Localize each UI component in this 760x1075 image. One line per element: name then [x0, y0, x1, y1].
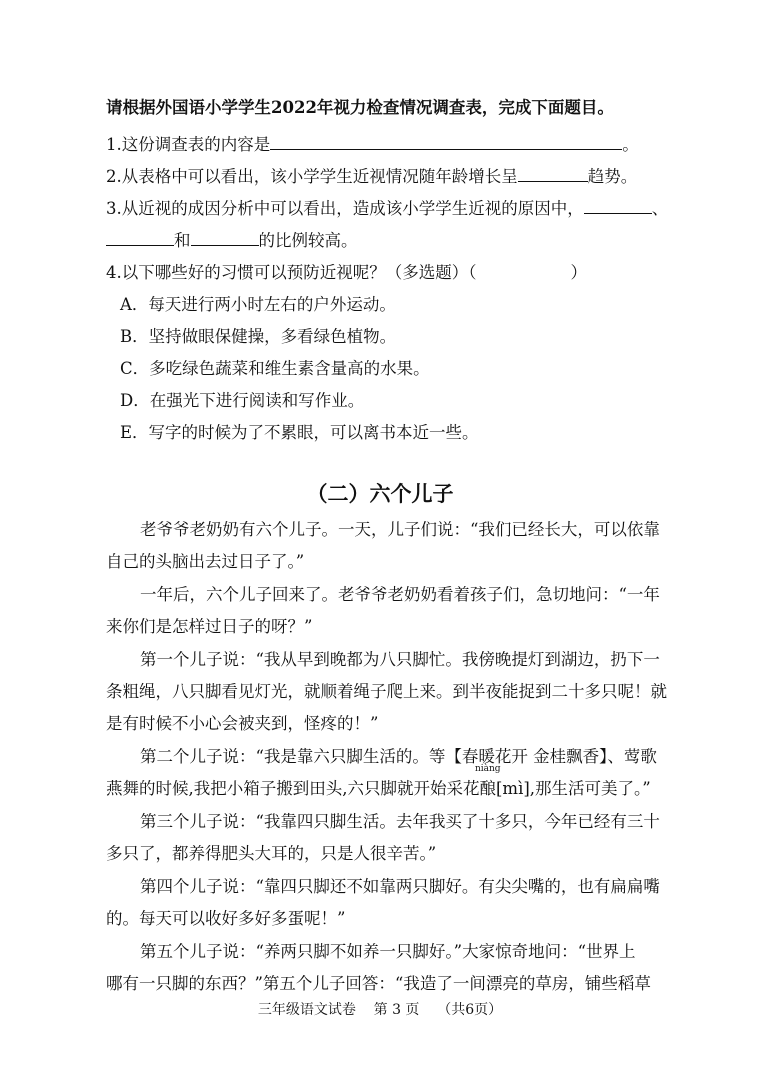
page-footer: 三年级语文试卷 第 3 页 （共6页）: [257, 1002, 503, 1018]
story-line: 来你们是怎样过日子的呀？”: [106, 617, 313, 636]
story-line: 多只了，都养得肥头大耳的，只是人很辛苦。”: [106, 844, 437, 863]
story-line-with-pinyin: 燕舞的时候,我把小箱子搬到田头,六只脚就开始采花 niàng 酿[mì],那生活可美了。”: [106, 777, 651, 801]
option-b[interactable]: B．坚持做眼保健操，多看绿色植物。: [120, 327, 397, 346]
answer-blank[interactable]: [106, 229, 174, 246]
story-line: 自己的头脑出去过日子了。”: [106, 552, 305, 571]
story-line: 第四个儿子说：“靠四只脚还不如靠两只脚好。有尖尖嘴的，也有扁扁嘴: [140, 877, 660, 896]
pinyin-annotated-char: niàng 酿: [474, 764, 501, 798]
answer-blank[interactable]: [191, 229, 259, 246]
question-1: 1.这份调查表的内容是 。: [106, 135, 639, 154]
option-e[interactable]: E．写字的时候为了不累眼，可以离书本近一些。: [120, 423, 479, 442]
story-line: 哪有一只脚的东西？”第五个儿子回答：“我造了一间漂亮的草房，铺些稻草: [106, 974, 651, 993]
section-heading: 请根据外国语小学学生2022年视力检查情况调查表，完成下面题目。: [106, 98, 614, 117]
story-line: 第二个儿子说：“我是靠六只脚生活的。等【春暖花开 金桂飘香】、莺歌: [140, 747, 657, 766]
answer-blank[interactable]: [584, 197, 652, 214]
story-line: 条粗绳，八只脚看见灯光，就顺着绳子爬上来。到半夜能捉到二十多只呢！就: [106, 682, 667, 701]
story-line: 第三个儿子说：“我靠四只脚生活。去年我买了十多只，今年已经有三十: [140, 812, 660, 831]
answer-blank[interactable]: [270, 133, 622, 150]
story-line: 老爷爷老奶奶有六个儿子。一天，儿子们说：“我们已经长大，可以依靠: [140, 520, 660, 539]
story-line: 一年后，六个儿子回来了。老爷爷老奶奶看着孩子们，急切地问：“一年: [140, 585, 660, 604]
option-c[interactable]: C．多吃绿色蔬菜和维生素含量高的水果。: [120, 359, 430, 378]
story-title: （二）六个儿子: [306, 481, 454, 506]
option-a[interactable]: A．每天进行两小时左右的户外运动。: [120, 295, 396, 314]
pinyin-annotation: niàng: [474, 764, 501, 774]
question-2: 2.从表格中可以看出，该小学学生近视情况随年龄增长呈 趋势。: [106, 167, 638, 186]
story-line: 第五个儿子说：“养两只脚不如养一只脚好。”大家惊奇地问：“世界上: [140, 942, 636, 961]
story-line: 的。每天可以收好多好多蛋呢！”: [106, 909, 346, 928]
story-line: 第一个儿子说：“我从早到晚都为八只脚忙。我傍晚提灯到湖边，扔下一: [140, 650, 660, 669]
question-3-cont: 和 的比例较高。: [106, 229, 358, 253]
option-d[interactable]: D．在强光下进行阅读和写作业。: [120, 391, 365, 410]
story-line: 是有时候不小心会被夹到，怪疼的！”: [106, 714, 379, 733]
question-3: 3.从近视的成因分析中可以看出，造成该小学学生近视的原因中， 、: [106, 199, 669, 218]
answer-blank[interactable]: [518, 165, 588, 182]
question-4: 4.以下哪些好的习惯可以预防近视呢？（多选题）（ ）: [106, 263, 587, 282]
